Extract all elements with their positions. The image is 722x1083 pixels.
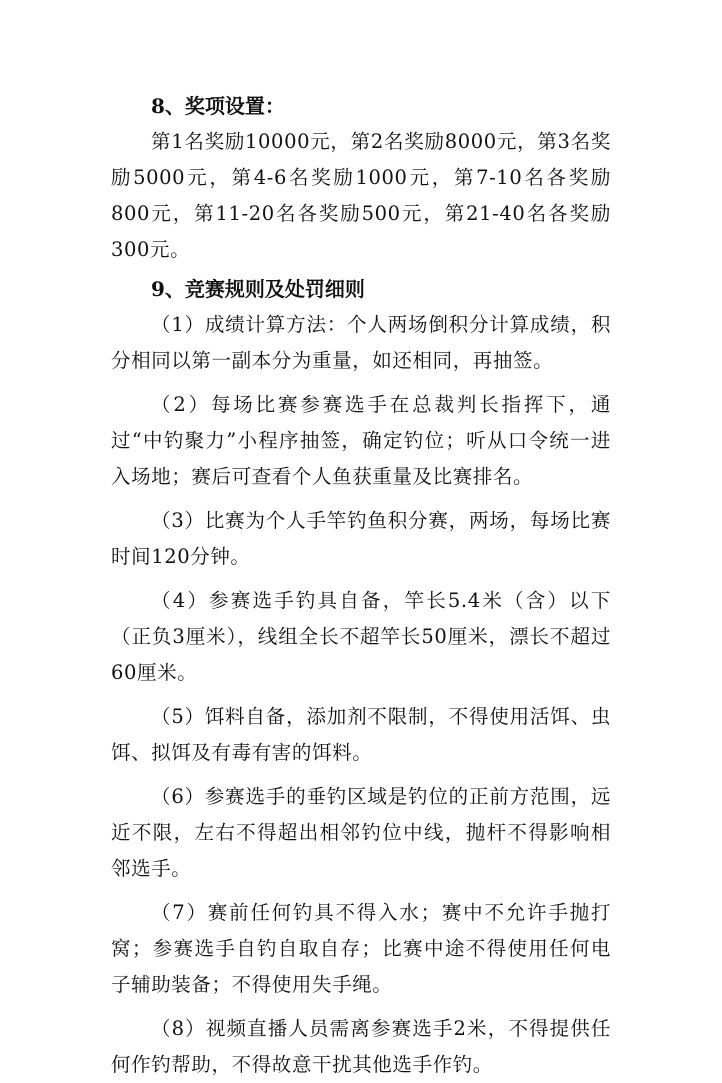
section-9-heading: 9、竞赛规则及处罚细则 bbox=[151, 277, 365, 301]
section-8-heading: 8、奖项设置： bbox=[151, 94, 285, 118]
rule-1: （1）成绩计算方法：个人两场倒积分计算成绩，积分相同以第一副本分为重量，如还相同，再抽签。 bbox=[111, 313, 611, 372]
section-8-awards-text: 第1名奖励10000元，第2名奖励8000元，第3名奖励5000元，第4-6名奖励1000元，第7-10名各奖励800元，第11-20名各奖励500元，第21-40名各奖励300元。 bbox=[111, 130, 611, 261]
rule-4: （4）参赛选手钓具自备，竿长5.4米（含）以下（正负3厘米），线组全长不超竿长50厘米，漂长不超过60厘米。 bbox=[111, 589, 611, 684]
rule-7: （7）赛前任何钓具不得入水；赛中不允许手抛打窝；参赛选手自钓自取自存；比赛中途不得使用任何电子辅助装备；不得使用失手绳。 bbox=[111, 901, 611, 996]
rule-2: （2）每场比赛参赛选手在总裁判长指挥下，通过“中钓聚力”小程序抽签，确定钓位；听从口令统一进入场地；赛后可查看个人鱼获重量及比赛排名。 bbox=[111, 393, 611, 488]
document-body bbox=[111, 88, 611, 1083]
rule-8: （8）视频直播人员需离参赛选手2米，不得提供任何作钓帮助，不得故意干扰其他选手作钓。 bbox=[111, 1017, 611, 1076]
rule-5: （5）饵料自备，添加剂不限制，不得使用活饵、虫饵、拟饵及有毒有害的饵料。 bbox=[111, 705, 611, 764]
rule-3: （3）比赛为个人手竿钓鱼积分赛，两场，每场比赛时间120分钟。 bbox=[111, 509, 611, 568]
rule-6: （6）参赛选手的垂钓区域是钓位的正前方范围，远近不限，左右不得超出相邻钓位中线，抛杆不得影响相邻选手。 bbox=[111, 785, 611, 880]
